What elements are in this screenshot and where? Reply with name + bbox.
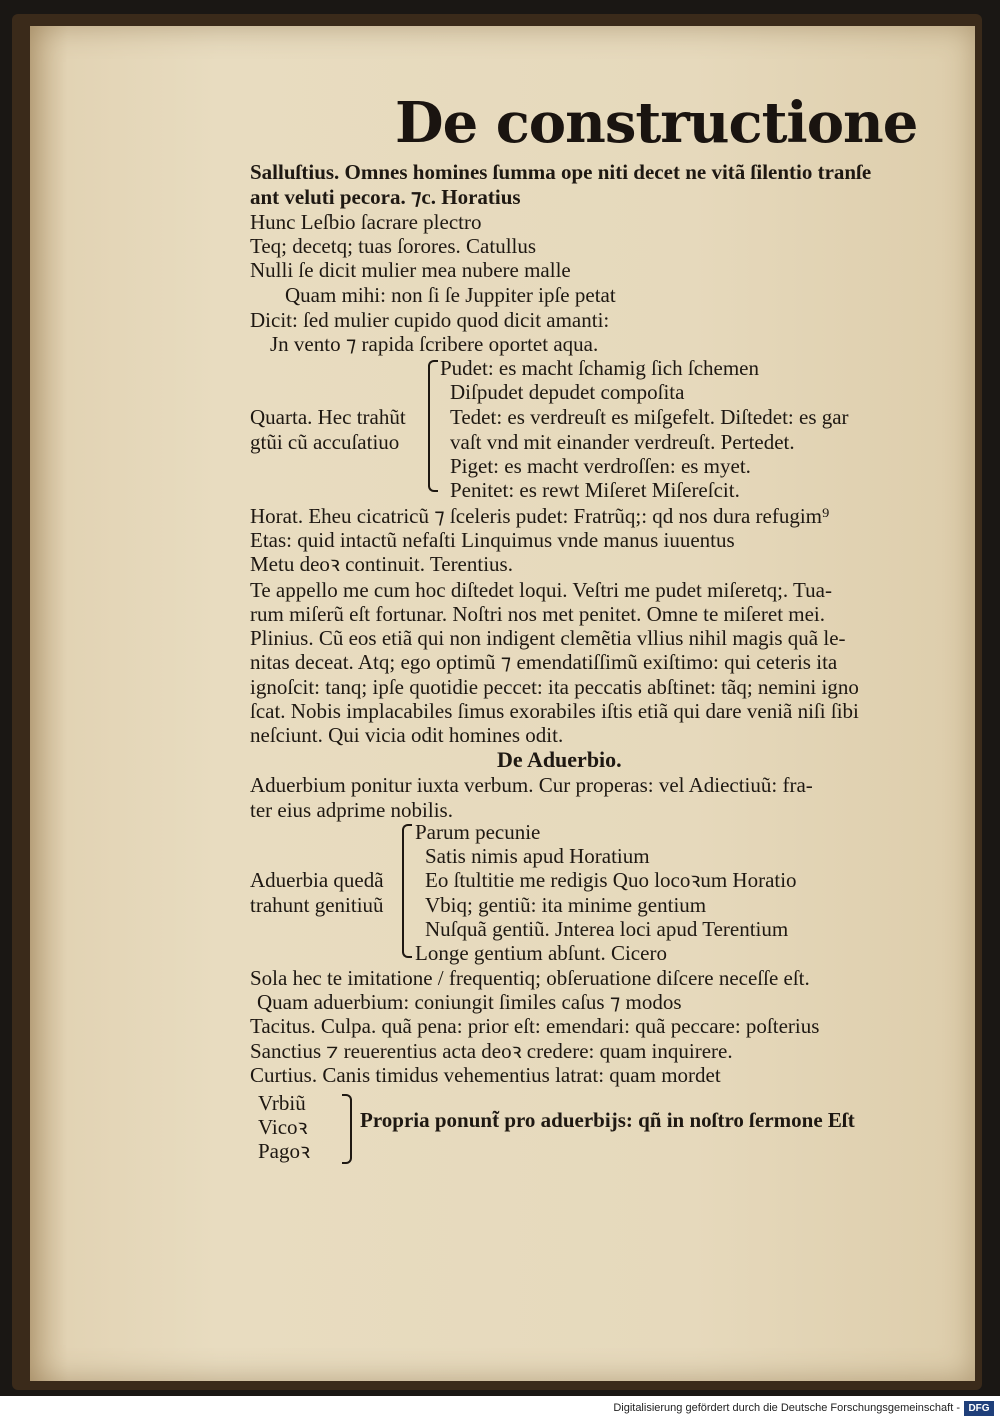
section-heading: De Aduerbio. xyxy=(497,747,622,772)
text-line: Metu deoꝛ continuit. Terentius. xyxy=(250,552,513,576)
text-line: Piget: es macht verdroſſen: es myet. xyxy=(450,454,751,478)
text-line: Pudet: es macht ſchamig ſich ſchemen xyxy=(440,356,759,380)
text-line: rum miſerũ eſt fortunar. Noſtri nos met penitet. Omne te miſeret mei. xyxy=(250,602,826,626)
footer-bar xyxy=(0,1396,1000,1423)
text-line: Teq; decetq; tuas ſorores. Catullus xyxy=(250,234,537,258)
text-line: Aduerbia quedã xyxy=(250,868,384,892)
text-line: Penitet: es rewt Miſeret Miſereſcit. xyxy=(450,478,740,502)
text-line: trahunt genitiuũ xyxy=(250,893,384,917)
text-line: Plinius. Cũ eos etiã qui non indigent clemẽtia vllius nihil magis quã le- xyxy=(250,626,846,650)
text-line: ant veluti pecora. ⁊c. Horatius xyxy=(250,185,521,209)
text-line: ignoſcit: tanq; ipſe quotidie peccet: ita peccatis abſtinet: tãq; nemini igno xyxy=(250,675,859,699)
text-line: Curtius. Canis timidus vehementius latrat: quam mordet xyxy=(250,1063,721,1087)
text-line: Tedet: es verdreuſt es miſgefelt. Diſtedet: es gar xyxy=(450,405,849,429)
text-line: Jn vento ⁊ rapida ſcribere oportet aqua. xyxy=(270,332,599,356)
dfg-logo: DFG xyxy=(964,1401,994,1416)
footer-credit: Digitalisierung gefördert durch die Deutsche Forschungsgemeinschaft - xyxy=(613,1402,960,1414)
page-title: De constructione xyxy=(395,90,918,156)
text-line: Eo ſtultitie me redigis Quo locoꝛum Horatio xyxy=(425,868,797,892)
brace-left xyxy=(428,360,438,492)
text-line: Te appello me cum hoc diſtedet loqui. Veſtri me pudet miſeretq;. Tua- xyxy=(250,578,832,602)
text-line: Parum pecunie xyxy=(415,820,541,844)
text-line: Vicoꝛ xyxy=(258,1115,308,1139)
text-line: Quam aduerbium: coniungit ſimiles caſus ⁊ modos xyxy=(257,990,682,1014)
text-line: Aduerbium ponitur iuxta verbum. Cur properas: vel Adiectiuũ: fra- xyxy=(250,773,813,797)
text-line: Quarta. Hec trahũt xyxy=(250,405,406,429)
text-line: Longe gentium abſunt. Cicero xyxy=(415,941,667,965)
text-line: Hunc Leſbio ſacrare plectro xyxy=(250,210,482,234)
text-line: Dicit: ſed mulier cupido quod dicit amanti: xyxy=(250,308,610,332)
text-line: vaſt vnd mit einander verdreuſt. Pertedet. xyxy=(450,430,795,454)
text-line: Salluſtius. Omnes homines ſumma ope niti decet ne vitã ſilentio tranſe xyxy=(250,160,872,184)
text-line: Tacitus. Culpa. quã pena: prior eſt: emendari: quã peccare: poſterius xyxy=(250,1014,820,1038)
text-line: Sola hec te imitatione / frequentiq; obſeruatione diſcere neceſſe eſt. xyxy=(250,966,810,990)
text-line: Nulli ſe dicit mulier mea nubere malle xyxy=(250,258,571,282)
text-line: Sanctius ⁊ reuerentius acta deoꝛ credere: quam inquirere. xyxy=(250,1039,733,1063)
text-line: nitas deceat. Atq; ego optimũ ⁊ emendatiſſimũ exiſtimo: qui ceteris ita xyxy=(250,650,838,674)
text-line: Pagoꝛ xyxy=(258,1139,310,1163)
text-line: ter eius adprime nobilis. xyxy=(250,798,453,822)
text-line: Vrbiũ xyxy=(258,1091,306,1115)
text-line: Nuſquã gentiũ. Jnterea loci apud Terentium xyxy=(425,917,789,941)
text-line: Propria ponunt̃ pro aduerbijs: qñ in noſtro ſermone Eſt xyxy=(360,1108,855,1132)
text-line: Vbiq; gentiũ: ita minime gentium xyxy=(425,893,707,917)
text-line: Etas: quid intactũ nefaſti Linquimus vnde manus iuuentus xyxy=(250,528,735,552)
text-line: Diſpudet depudet compoſita xyxy=(450,380,685,404)
text-line: gtũi cũ accuſatiuo xyxy=(250,430,400,454)
text-line: ſcat. Nobis implacabiles ſimus exorabiles iſtis etiã qui dare veniã niſi ſibi xyxy=(250,699,859,723)
text-line: neſciunt. Qui vicia odit homines odit. xyxy=(250,723,564,747)
brace-left xyxy=(402,824,412,958)
text-line: Satis nimis apud Horatium xyxy=(425,844,650,868)
brace-right xyxy=(342,1094,352,1164)
text-line: Quam mihi: non ſi ſe Juppiter ipſe petat xyxy=(285,283,616,307)
text-line: Horat. Eheu cicatricũ ⁊ ſceleris pudet: Fratrũq;: qd nos dura refugim⁹ xyxy=(250,504,830,528)
